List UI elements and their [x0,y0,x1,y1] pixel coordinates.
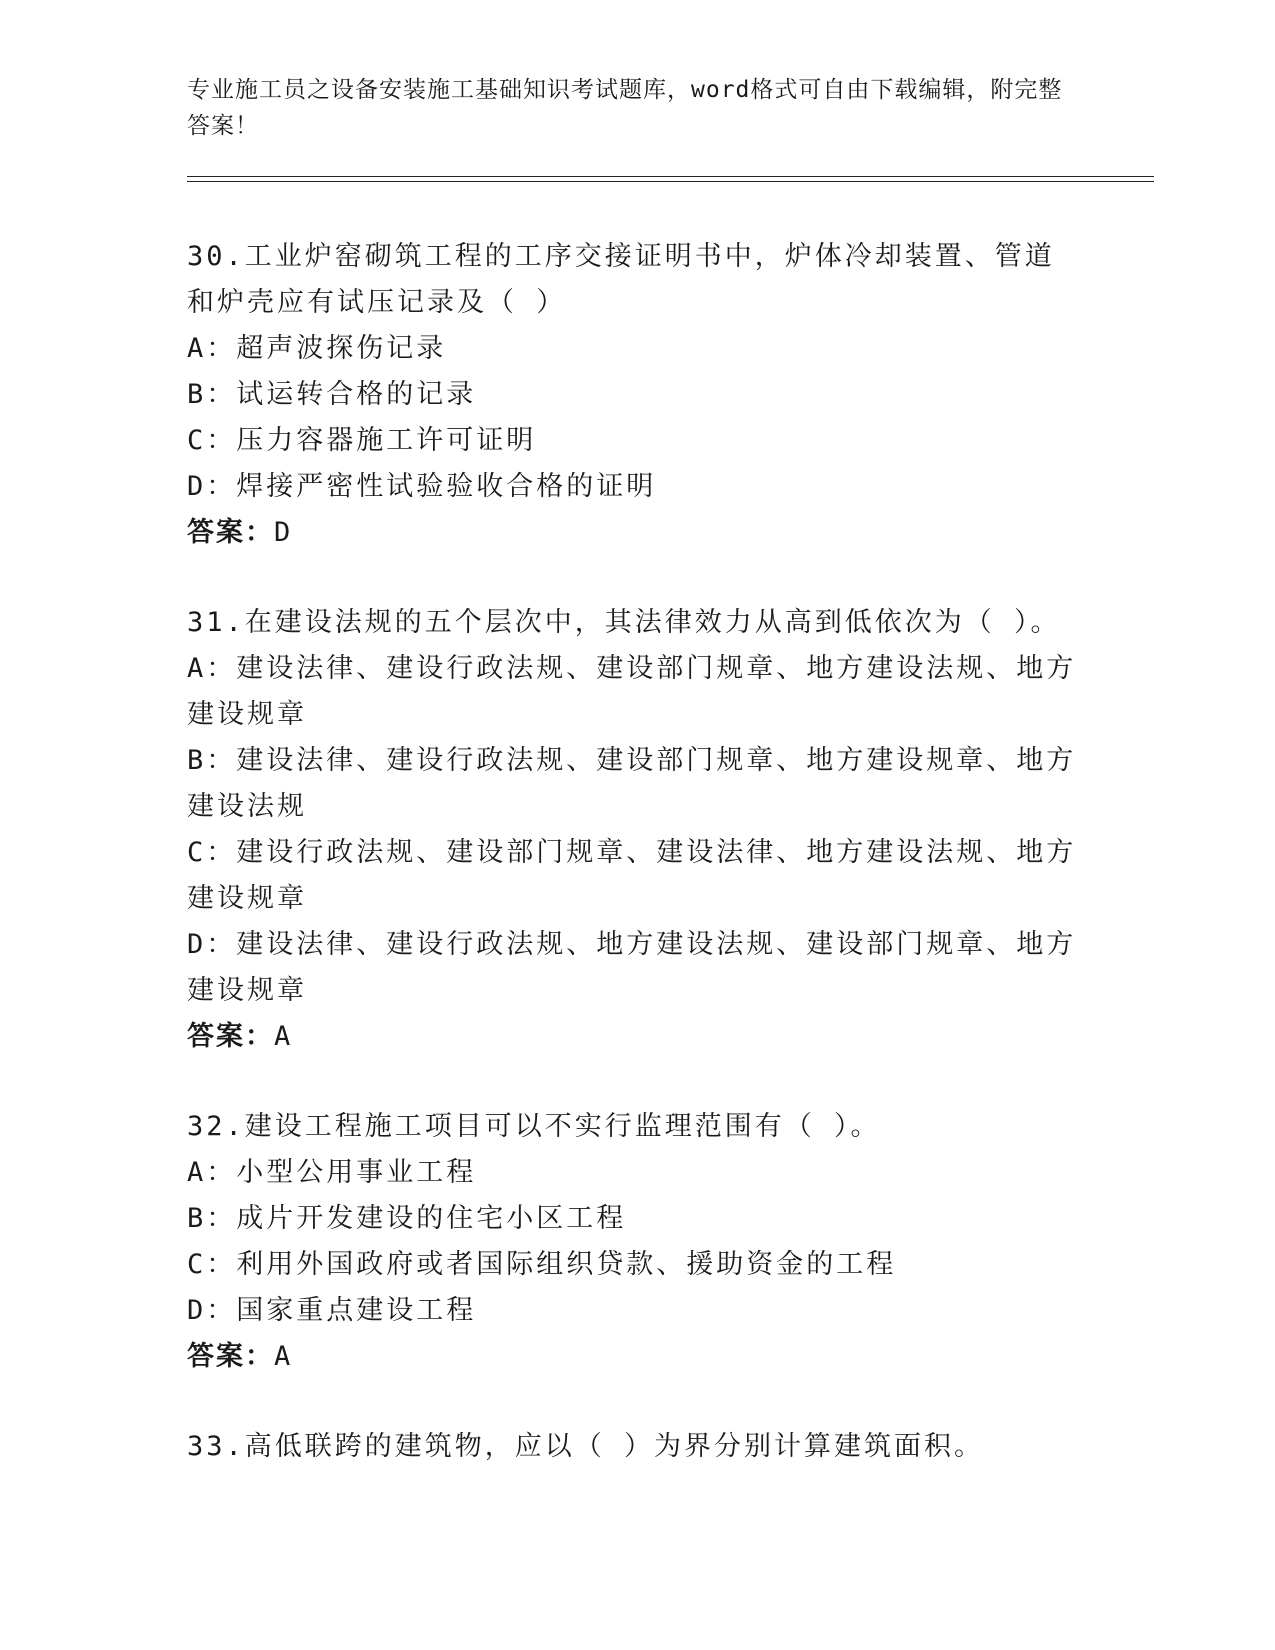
option-a: A：超声波探伤记录 [187,333,447,364]
option-d: D：国家重点建设工程 [187,1295,477,1326]
question-30 [187,234,1077,556]
answer-line [187,510,1077,556]
header-divider-bottom [187,181,1154,182]
question-stem: 32.建设工程施工项目可以不实行监理范围有（ ）。 [187,1111,881,1142]
answer-value: A [274,1341,294,1372]
option-d: D：建设法律、建设行政法规、地方建设法规、建设部门规章、地方建设规章 [187,929,1077,1006]
option-c: C：压力容器施工许可证明 [187,425,537,456]
option-a: A：建设法律、建设行政法规、建设部门规章、地方建设法规、地方建设规章 [187,653,1077,730]
answer-label: 答案： [187,517,274,548]
option-d: D：焊接严密性试验验收合格的证明 [187,471,657,502]
answer-value: D [274,517,294,548]
answer-value: A [274,1021,294,1052]
question-stem: 33.高低联跨的建筑物，应以（ ）为界分别计算建筑面积。 [187,1431,985,1462]
option-b: B：成片开发建设的住宅小区工程 [187,1203,627,1234]
answer-label: 答案： [187,1341,274,1372]
option-b: B：建设法律、建设行政法规、建设部门规章、地方建设规章、地方建设法规 [187,745,1077,822]
option-c: C：建设行政法规、建设部门规章、建设法律、地方建设法规、地方建设规章 [187,837,1077,914]
header-divider-top [187,176,1154,177]
answer-line [187,1014,1077,1060]
option-b: B：试运转合格的记录 [187,379,477,410]
option-a: A：小型公用事业工程 [187,1157,477,1188]
question-32 [187,1104,1077,1380]
document-header: 专业施工员之设备安装施工基础知识考试题库，word格式可自由下载编辑，附完整答案！ [187,77,1063,139]
question-33 [187,1424,1077,1470]
answer-label: 答案： [187,1021,274,1052]
question-31 [187,600,1077,1060]
question-stem: 31.在建设法规的五个层次中，其法律效力从高到低依次为（ ）。 [187,607,1061,638]
question-stem: 30.工业炉窑砌筑工程的工序交接证明书中，炉体冷却装置、管道和炉壳应有试压记录及（ ） [187,241,1055,318]
option-c: C：利用外国政府或者国际组织贷款、援助资金的工程 [187,1249,897,1280]
answer-line [187,1334,1077,1380]
question-list [187,234,1077,1514]
